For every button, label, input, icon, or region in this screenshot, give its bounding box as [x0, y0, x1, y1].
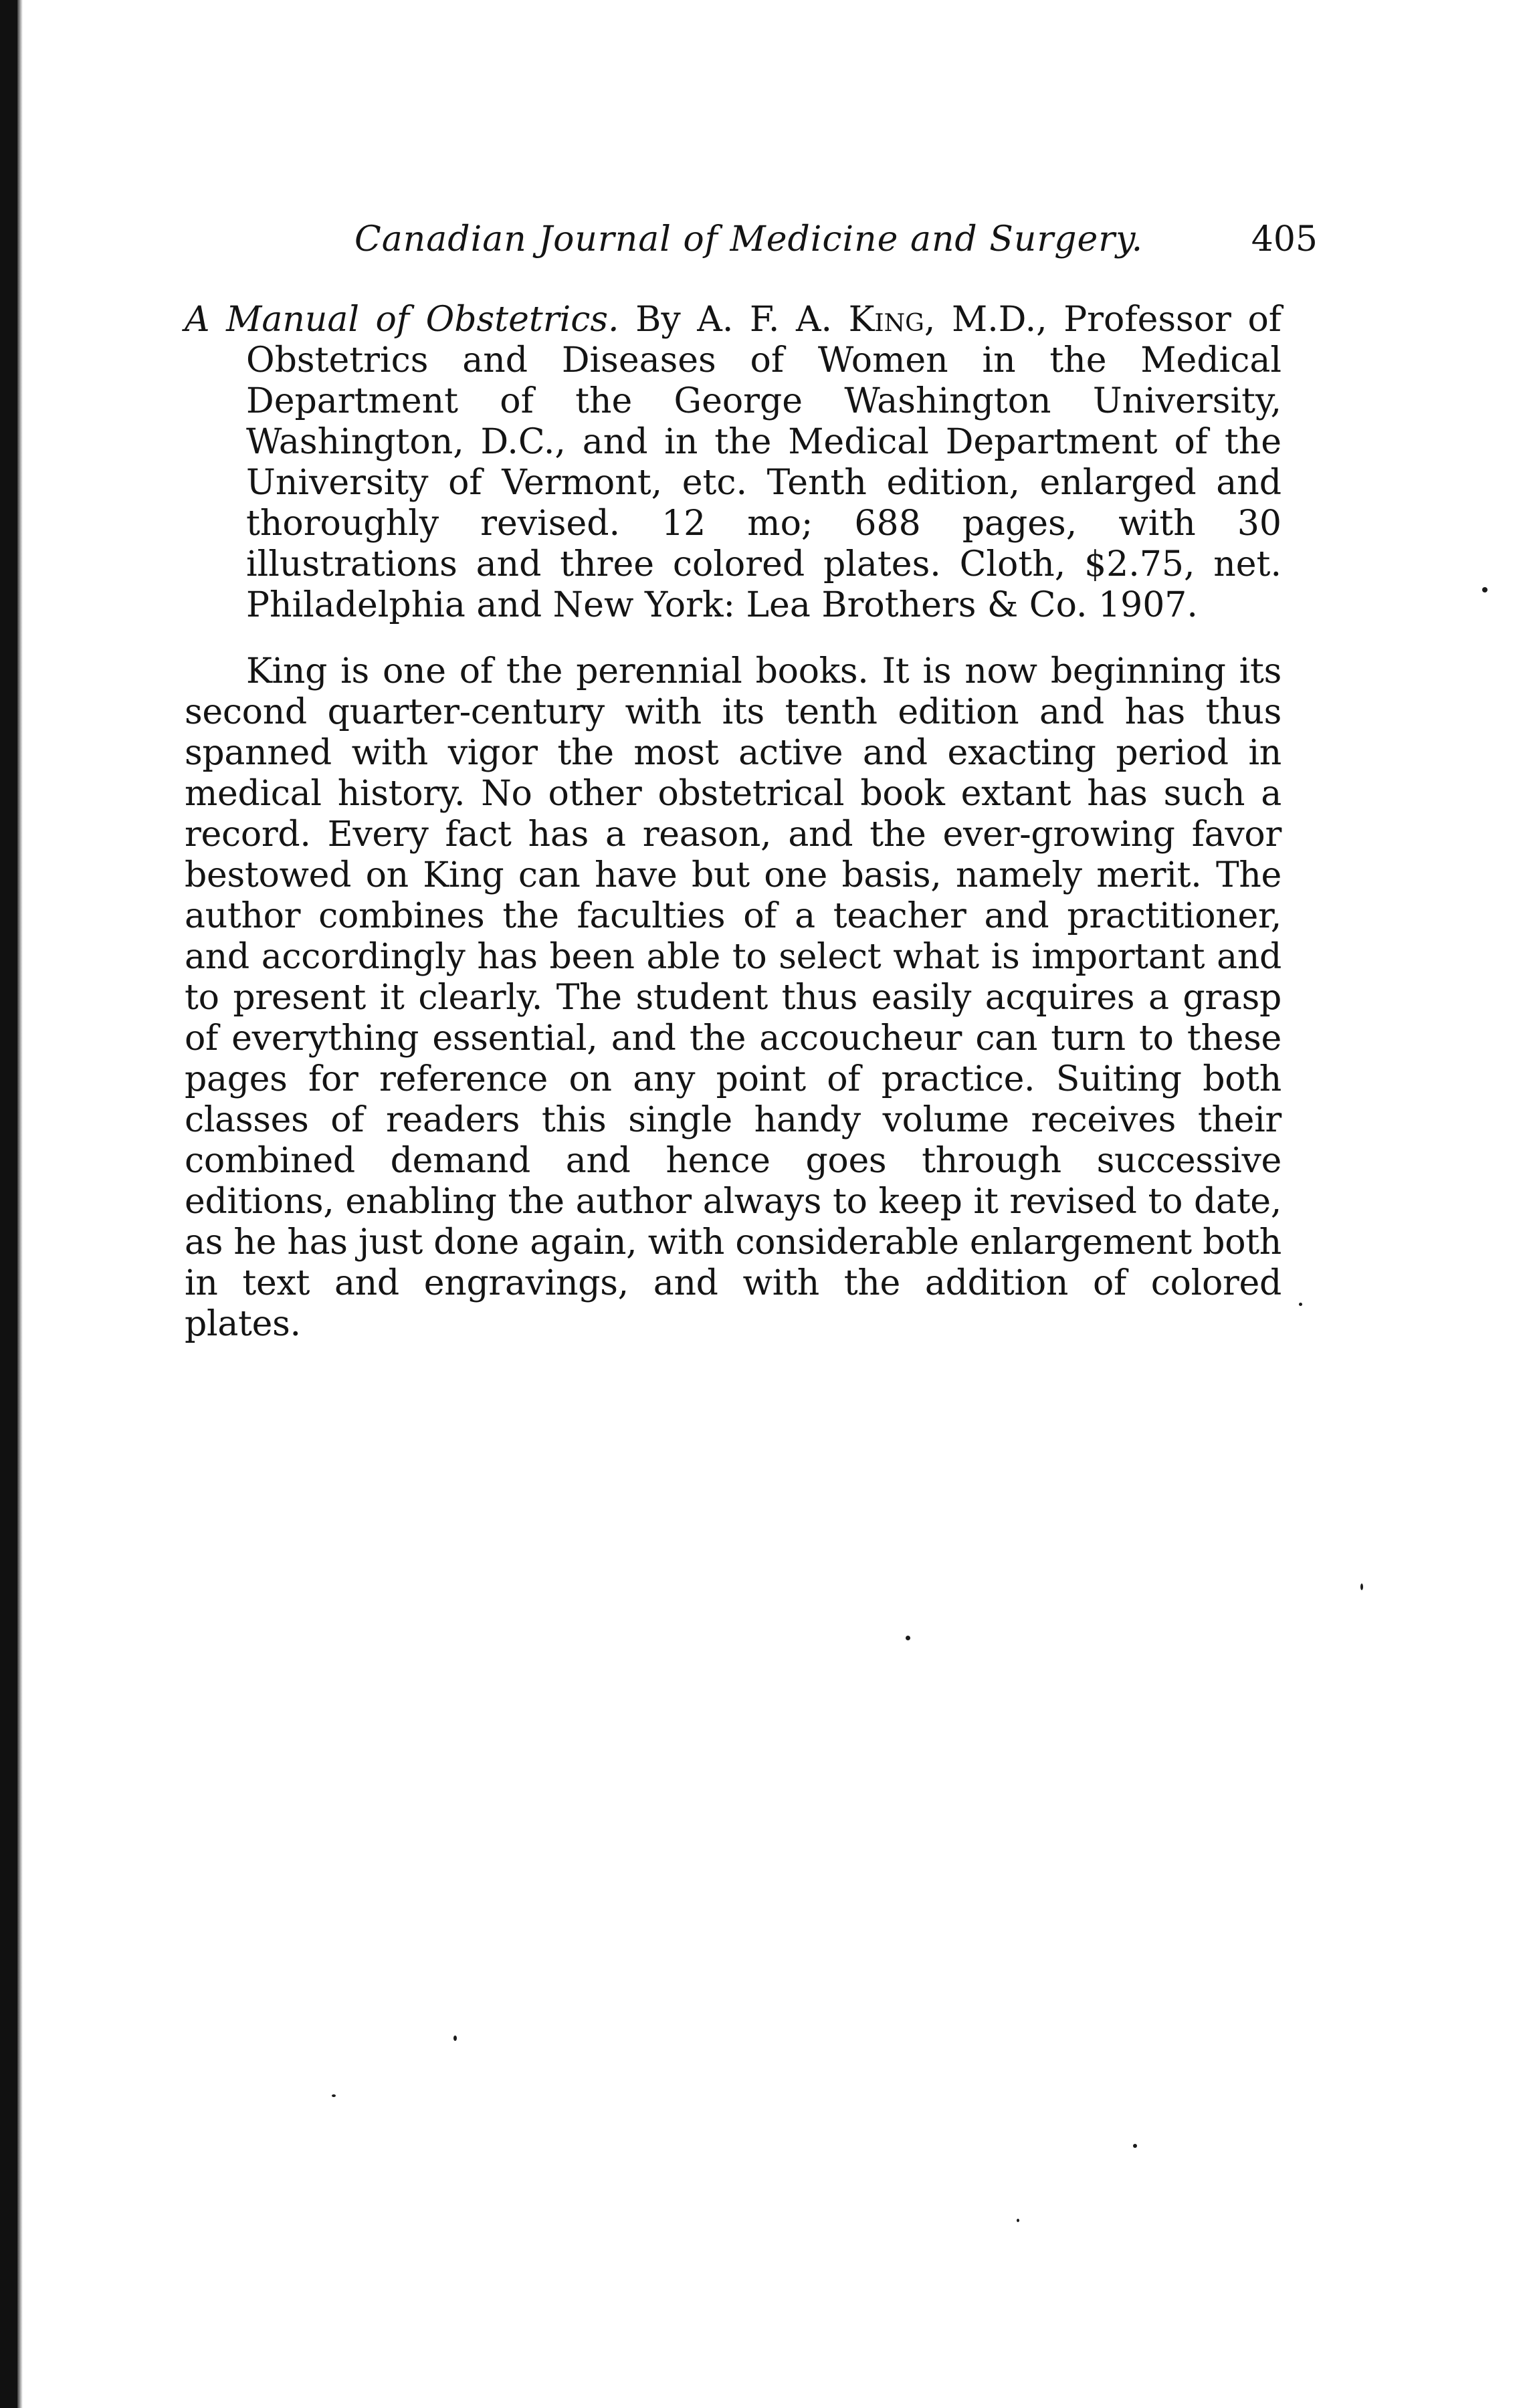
scan-speck: [1360, 1583, 1363, 1590]
running-header: [354, 219, 1318, 266]
scan-speck: [1133, 2144, 1137, 2148]
scan-speck: [906, 1636, 910, 1640]
book-citation: [185, 300, 1282, 626]
scan-speck: [1482, 587, 1488, 592]
journal-title: Canadian Journal of Medicine and Surgery.: [354, 219, 1144, 259]
page-binding-edge: [0, 0, 17, 2408]
scan-speck: [332, 2094, 336, 2097]
citation-details: , M.D., Professor of Obstetrics and Diseases of Women in the Medical Department of the George Washington University, Washington, D.C., and in the Medical Department of the University of Vermont, etc. Tenth edition, enlarged and thoroughly revised. 12 mo; 688 pages, with 30 illustrations and three colored plates. Cloth, $2.75, net. Philadelphia and New York: Lea Brothers & Co. 1907.: [246, 300, 1282, 625]
review-body: King is one of the perennial books. It is now beginning its second quarter-century with its tenth edition and has thus spanned with vigor the most active and exacting period in medical history. No other obstetrical book extant has such a record. Every fact has a reason, and the ever-growing favor bestowed on King can have but one basis, namely merit. The author combines the faculties of a teacher and practitioner, and accordingly has been able to select what is important and to present it clearly. The student thus easily acquires a grasp of everything essential, and the accoucheur can turn to these pages for reference on any point of practice. Suiting both classes of readers this single handy volume receives their combined demand and hence goes through successive editions, enabling the author always to keep it revised to date, as he has just done again, with considerable enlargement both in text and engravings, and with the addition of colored plates.: [185, 651, 1282, 1344]
citation-by: By A. F. A.: [635, 300, 833, 340]
scan-speck: [1017, 2219, 1019, 2222]
scan-speck: [453, 2036, 457, 2041]
page-number: 405: [1251, 219, 1318, 259]
book-review: [185, 300, 1282, 1345]
book-title: A Manual of Obstetrics.: [185, 300, 619, 340]
author-surname: King: [848, 300, 924, 340]
scan-speck: [1299, 1303, 1302, 1306]
